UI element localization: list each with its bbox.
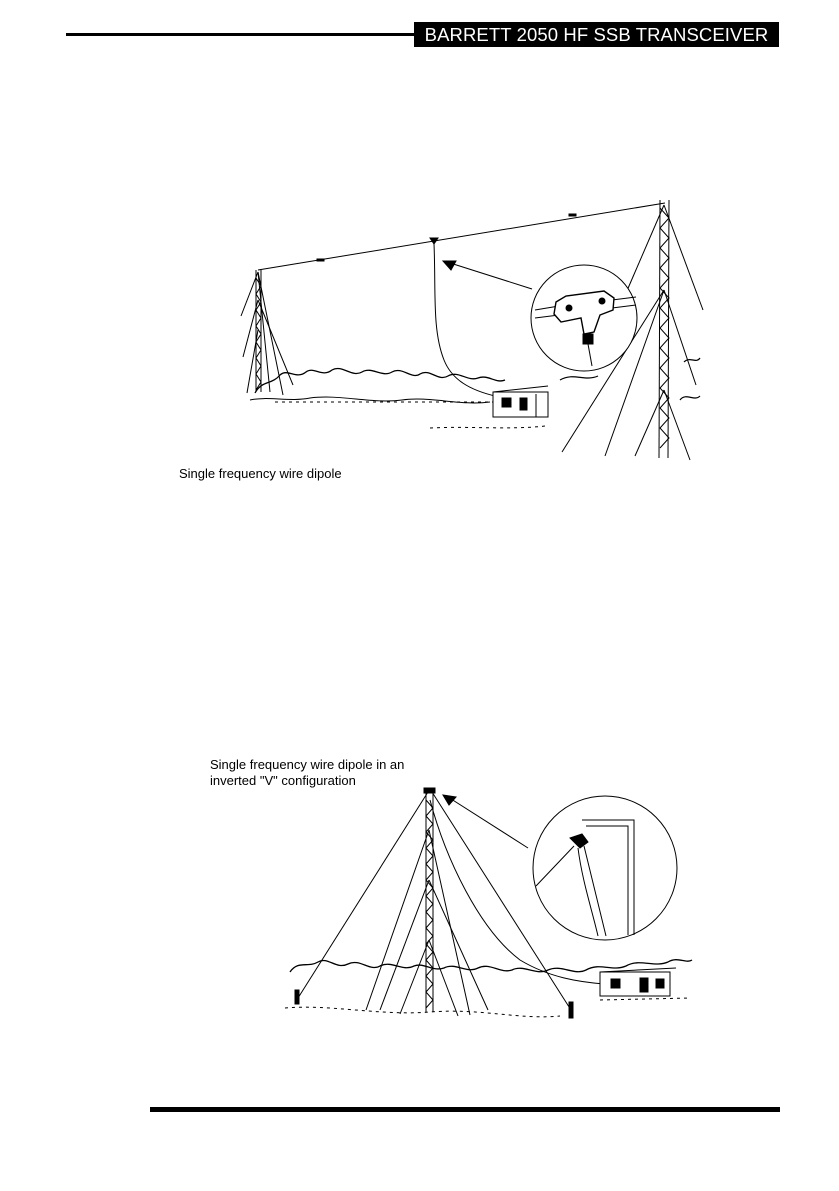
central-mast <box>424 788 435 1012</box>
mast-guy-wires <box>366 830 488 1016</box>
figure-1-caption: Single frequency wire dipole <box>179 466 342 481</box>
detail-arrow-head-2 <box>443 795 456 805</box>
left-end-stake <box>295 990 299 1004</box>
mast-top-detail-inset <box>533 796 677 940</box>
right-end-stake <box>569 1002 573 1018</box>
page-header-title: BARRETT 2050 HF SSB TRANSCEIVER <box>414 22 779 47</box>
radio-hut-2 <box>600 968 676 996</box>
figure-2-caption-line-1: Single frequency wire dipole in an <box>210 757 405 772</box>
footer-rule <box>150 1107 780 1112</box>
figure-2-caption-line-2: inverted "V" configuration <box>210 773 356 788</box>
detail-pointer-line-2 <box>448 797 528 848</box>
